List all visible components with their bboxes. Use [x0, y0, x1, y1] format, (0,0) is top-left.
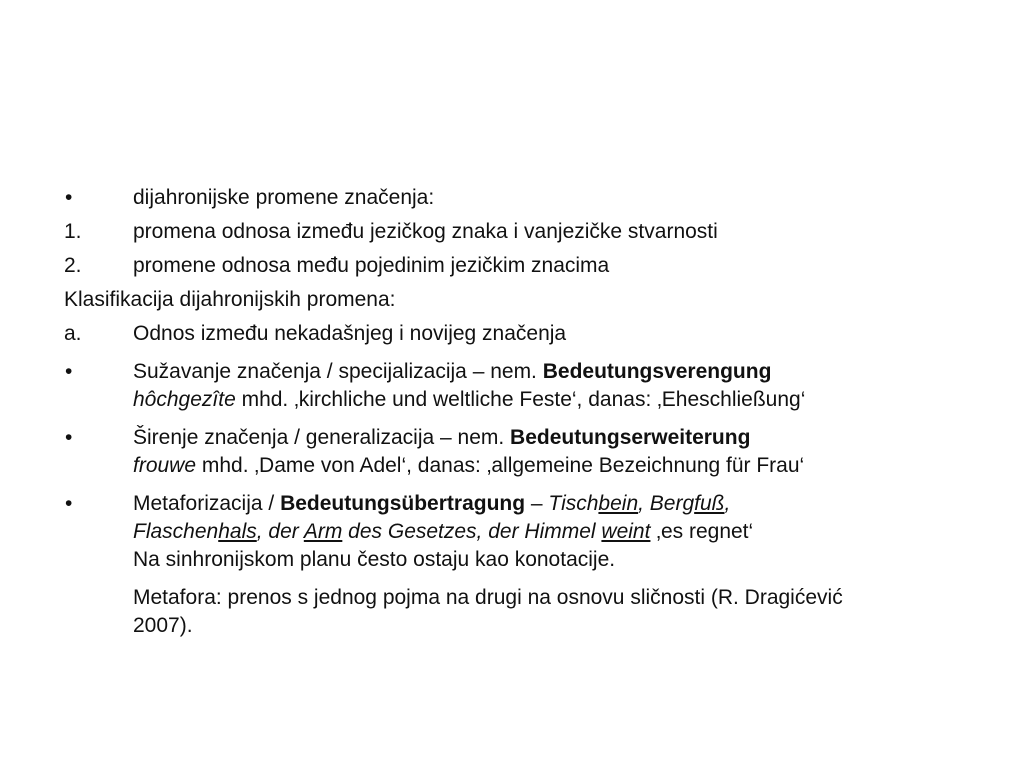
example-bergfuss: Bergfuß: [649, 492, 725, 515]
list-item: [64, 320, 964, 348]
bullet-marker: •: [65, 426, 73, 449]
number-marker: 2.: [64, 254, 82, 277]
bullet-marker: •: [65, 360, 73, 383]
broadening-example-word: frouwe: [133, 454, 197, 477]
narrowing-lead: Sužavanje značenja / specijalizacija – nem.: [133, 360, 543, 383]
example-flaschenhals: Flaschenhals: [133, 520, 257, 543]
broadening-lead: Širenje značenja / generalizacija – nem.: [133, 426, 511, 449]
narrowing-example: [133, 386, 964, 414]
broadening-definition: [133, 424, 964, 452]
broadening-term: Bedeutungserweiterung: [510, 426, 751, 449]
list-item: [64, 184, 964, 212]
definition-line-1: Metafora: prenos s jednog pojma na drugi na osnovu sličnosti (R. Dragićević: [133, 586, 843, 609]
list-item: [64, 218, 964, 246]
narrowing-example-word: hôchgezîte: [133, 388, 236, 411]
metaphor-note: Na sinhronijskom planu često ostaju kao konotacije.: [133, 548, 616, 571]
item-text: promene odnosa među pojedinim jezičkim znacima: [133, 254, 610, 277]
letter-marker: a.: [64, 322, 82, 345]
narrowing-definition: [133, 358, 964, 386]
list-item-metaphor: [64, 490, 964, 574]
narrowing-term: Bedeutungsverengung: [542, 360, 772, 383]
example-weint: weint: [601, 520, 651, 543]
metaphor-definition-note: [64, 584, 964, 640]
metaphor-examples: Flaschenhals, der Arm des Gesetzes, der Himmel weint ‚es regnet‘: [133, 520, 754, 543]
section-heading: [64, 286, 964, 314]
broadening-example-rest: mhd. ‚Dame von Adel‘, danas: ‚allgemeine Bezeichnung für Frau‘: [196, 454, 805, 477]
narrowing-example-rest: mhd. ‚kirchliche und weltliche Feste‘, danas: ‚Eheschließung‘: [235, 388, 806, 411]
item-text: promena odnosa između jezičkog znaka i vanjezičke stvarnosti: [133, 220, 718, 243]
list-item-broadening: [64, 424, 964, 480]
metaphor-dash: –: [525, 492, 549, 515]
definition-line-2: 2007).: [133, 614, 193, 637]
list-item: [64, 252, 964, 280]
example-arm: Arm: [303, 520, 343, 543]
item-text: dijahronijske promene značenja:: [133, 186, 435, 209]
number-marker: 1.: [64, 220, 82, 243]
broadening-example: [133, 452, 964, 480]
bullet-marker: •: [65, 186, 73, 209]
metaphor-definition: Metaforizacija / Bedeutungsübertragung – Tischbein, Bergfuß,: [133, 492, 731, 515]
metaphor-term: Bedeutungsübertragung: [280, 492, 526, 515]
list-item-narrowing: [64, 358, 964, 414]
metaphor-lead: Metaforizacija /: [133, 492, 281, 515]
bullet-marker: •: [65, 492, 73, 515]
slide-body: [64, 184, 964, 640]
item-text: Odnos između nekadašnjeg i novijeg značenja: [133, 322, 567, 345]
heading-text: Klasifikacija dijahronijskih promena:: [64, 288, 396, 311]
example-tischbein: Tischbein: [548, 492, 639, 515]
